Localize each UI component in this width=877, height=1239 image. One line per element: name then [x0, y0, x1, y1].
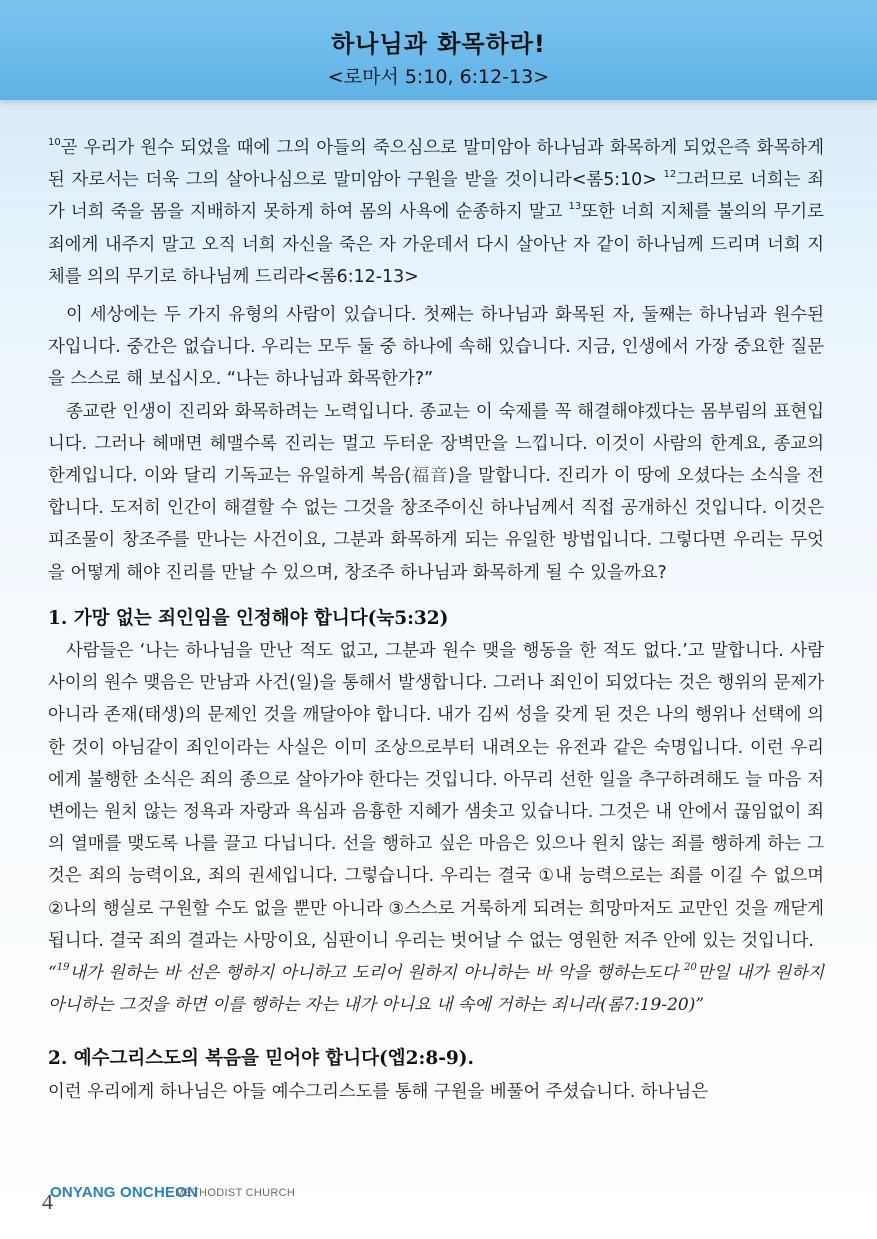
- verse-text: 내가 원하는 바 선은 행하지 아니하고 도리어 원하지 아니하는 바 악을 행하는도다: [69, 963, 685, 984]
- section-heading-1: 1. 가망 없는 죄인임을 인정해야 합니다(눅5:32): [48, 607, 449, 629]
- verse-number: 20: [684, 962, 697, 974]
- verse-text: 또한 너희 지체를 불의의 무기로 죄에게 내주지 말고 오직 너희 자신을 죽은 자 가운데서 다시 살아난 자 같이 하나님께 드리며 너희 지체를 의의 무기로 하나님께 드리라<롬6:12-13>: [48, 202, 824, 287]
- verse-text: 그러므로 너희는 죄가 너희 죽을 몸을 지배하지 못하게 하여 몸의 사욕에 순종하지 말고: [48, 170, 824, 223]
- page-title: 하나님과 화목하라!: [331, 30, 546, 58]
- verse-number: 19: [56, 962, 70, 974]
- scripture-quote: [48, 957, 824, 1021]
- paragraph-text: 종교란 인생이 진리와 화목하려는 노력입니다. 종교는 이 숙제를 꼭 해결해야겠다는 몸부림의 표현입니다. 그러나 헤매면 헤맬수록 진리는 멀고 두터운 장벽만을 느낍니다. 이것이 사람의 한계요, 종교의 한계입니다. 이와 달리 기독교는 유일하게 복음(: [48, 401, 824, 487]
- paragraph: 이런 우리에게 하나님은 아들 예수그리스도를 통해 구원을 베풀어 주셨습니다. 하나님은: [48, 1081, 709, 1102]
- header-banner: [0, 0, 877, 100]
- paragraph: [48, 396, 824, 589]
- paragraph: 사람들은 ‘나는 하나님을 만난 적도 없고, 그분과 원수 맺을 행동을 한 적도 없다.’고 말합니다. 사람 사이의 원수 맺음은 만남과 사건(일)을 통해서 발생합니다. 그러나 죄인이 되었다는 것은 행위의 문제가 아니라 존재(태생)의 문제인 것을 깨달아야 합니다. 내가 김씨 성을 갖게 된 것은 나의 행위나 선택에 의한 것이 아님같이 죄인이라는 사실은 이미 조상으로부터 내려오는 유전과 같은 숙명입니다. 이런 우리에게 불행한 소식은 죄의 종으로 살아가야 한다는 것입니다. 아무리 선한 일을 추구하려해도 늘 마음 저변에는 원치 않는 정욕과 자랑과 욕심과 음흉한 지혜가 샘솟고 있습니다. 그것은 내 안에서 끊임없이 죄의 열매를 맺도록 나를 끌고 다닙니다. 선을 행하고 싶은 마음은 있으나 원치 않는 죄를 행하게 하는 그것은 죄의 능력이요, 죄의 권세입니다. 그렇습니다. 우리는 결국 ①내 능력으로는 죄를 이길 수 없으며 ②나의 행실로 구원할 수도 없을 뿐만 아니라 ③스스로 거룩하게 되려는 희망마저도 교만인 것을 깨닫게 됩니다. 결국 죄의 결과는 사망이요, 심판이니 우리는 벗어날 수 없는 영원한 저주 안에 있는 것입니다.: [48, 641, 824, 951]
- paragraph-text: )을 말합니다. 진리가 이 땅에 오셨다는 소식을 전합니다. 도저히 인간이 해결할 수 없는 그것을 창조주이신 하나님께서 직접 공개하신 것입니다. 이것은 피조물이 창조주를 만나는 사건이요, 그분과 화목하게 되는 유일한 방법입니다. 그렇다면 우리는 무엇을 어떻게 해야 진리를 만날 수 있으며, 창조주 하나님과 화목하게 될 수 있을까요?: [48, 466, 824, 583]
- quote-mark: “: [48, 963, 57, 984]
- paragraph: 이 세상에는 두 가지 유형의 사람이 있습니다. 첫째는 하나님과 화목된 자, 둘째는 하나님과 원수된 자입니다. 중간은 없습니다. 우리는 모두 둘 중 하나에 속해 있습니다. 지금, 인생에서 가장 중요한 질문을 스스로 해 보십시오. “나는 하나님과 화목한가?”: [48, 305, 824, 390]
- hanja-text: 福音: [411, 466, 449, 487]
- page-number: 4: [42, 1189, 53, 1214]
- verse-text: 만일 내가 원하지 아니하는 그것을 하면 이를 행하는 자는 내가 아니요 내 속에 거하는 죄니라(롬7:19-20)”: [48, 963, 824, 1016]
- scripture-reference: <로마서 5:10, 6:12-13>: [327, 66, 550, 88]
- church-logo-suffix: METHODIST CHURCH: [175, 1187, 296, 1199]
- article-body: [48, 132, 824, 1108]
- page-footer: [30, 1183, 430, 1213]
- verse-text: 곧 우리가 원수 되었을 때에 그의 아들의 죽으심으로 말미암아 하나님과 화목하게 되었은즉 화목하게 된 자로서는 더욱 그의 살아나심으로 말미암아 구원을 받을 것이니라<롬5:10>: [48, 138, 824, 191]
- section-heading-2: 2. 예수그리스도의 복음을 믿어야 합니다(엡2:8-9).: [48, 1048, 474, 1070]
- verse-number: 13: [568, 201, 582, 213]
- verse-number: 10: [48, 137, 61, 148]
- scripture-passage: [48, 132, 824, 293]
- verse-number: 12: [663, 169, 677, 181]
- church-logo: ONYANG ONCHEON: [50, 1184, 199, 1201]
